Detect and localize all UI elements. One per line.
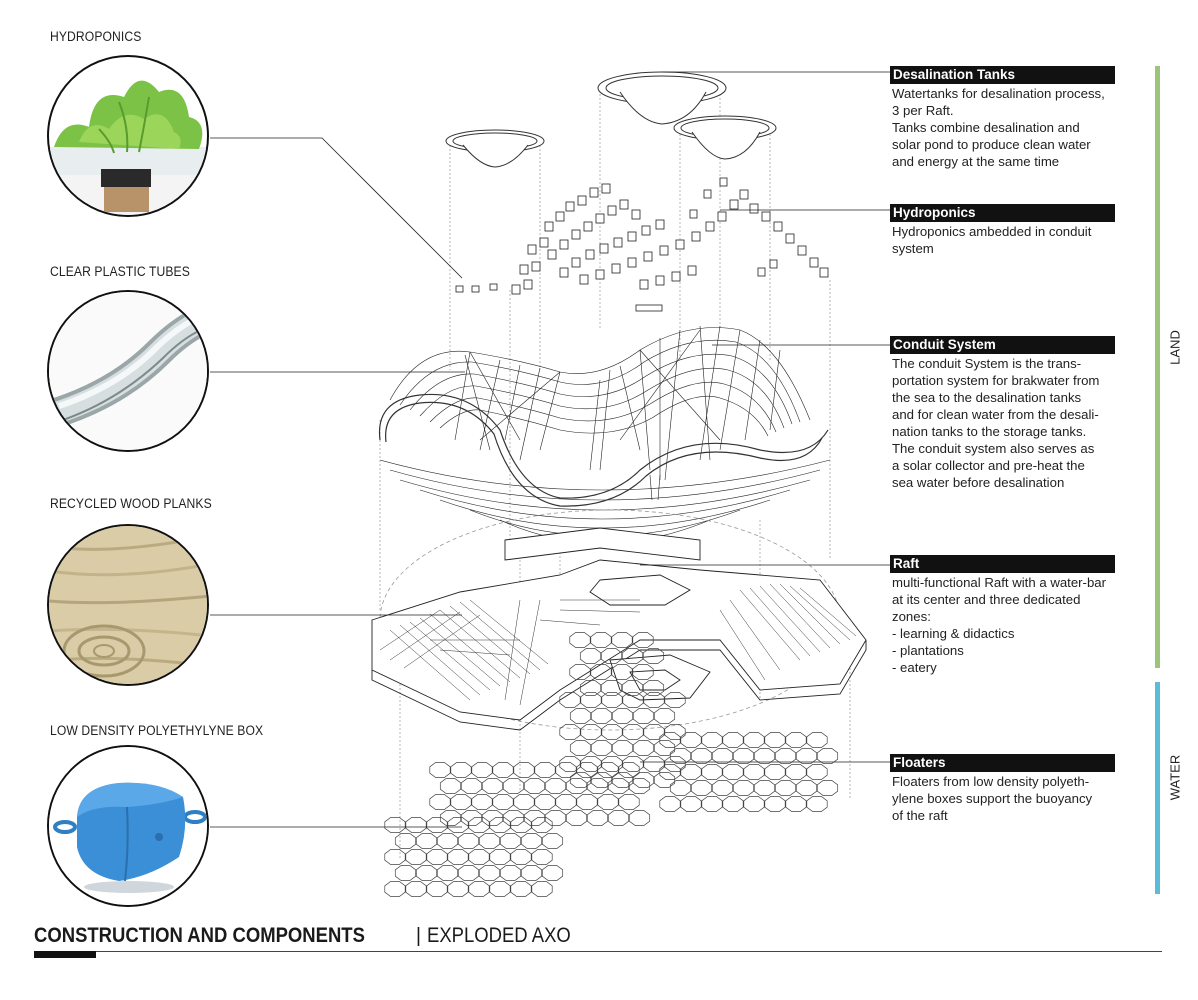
floater-box [427,849,447,864]
land-zone-label: LAND [1167,330,1183,365]
material-label-wood: RECYCLED WOOD PLANKS [50,496,212,511]
floater-box [503,778,523,793]
floater-box [500,865,520,880]
box-icon [47,745,209,907]
floater-box [723,764,743,779]
page-title-light: EXPLODED AXO [426,924,571,947]
floater-box [469,849,489,864]
floater-box [479,865,499,880]
floater-box [524,778,544,793]
annotation-line: - plantations [892,643,964,658]
floater-box [556,794,576,809]
annotation-desalination-tanks [890,66,1115,170]
floater-box [723,796,743,811]
floater-box [591,664,611,679]
page-title-bold: CONSTRUCTION AND COMPONENTS [34,924,365,947]
floater-box [744,796,764,811]
floater-box [644,724,664,739]
floater-box [612,772,632,787]
floater-box [623,724,643,739]
annotation-body [890,574,1115,676]
floater-box [416,833,436,848]
floater-box [440,778,460,793]
floater-box [461,778,481,793]
floater-box [385,849,405,864]
floater-box [472,762,492,777]
lettuce-icon [47,55,209,217]
floater-box [570,740,590,755]
footer-rule [34,951,1162,952]
annotation-line: nation tanks to the storage tanks. [892,424,1087,439]
floater-box [511,849,531,864]
floater-box [587,810,607,825]
floater-box [427,817,447,832]
annotation-line: and for clean water from the desali- [892,407,1099,422]
floater-box [670,748,690,763]
annotation-line: zones: [892,609,931,624]
floater-box [406,817,426,832]
floater-box [545,778,565,793]
floater-box [817,780,837,795]
floater-box [786,764,806,779]
floater-box [723,732,743,747]
floater-box [591,708,611,723]
annotation-body [890,355,1115,491]
floater-box [775,780,795,795]
floater-box [461,810,481,825]
annotation-title: Desalination Tanks [890,66,1115,84]
floater-box [602,724,622,739]
floater-box [503,810,523,825]
floater-box [482,810,502,825]
annotation-line: Floaters from low density polyeth- [892,774,1090,789]
floater-box [796,780,816,795]
annotation-line: sea water before desalination [892,475,1065,490]
floater-box [451,794,471,809]
material-label-tubes: CLEAR PLASTIC TUBES [50,264,190,279]
floater-box [430,794,450,809]
floater-box [633,772,653,787]
desalination-tanks [446,72,776,167]
annotation-title: Floaters [890,754,1115,772]
floater-box [633,740,653,755]
material-label-hydroponics: HYDROPONICS [50,29,142,44]
floater-box [535,794,555,809]
floater-box [493,794,513,809]
annotation-line: Watertanks for desalination process, [892,86,1105,101]
annotation-body [890,773,1115,824]
floater-box [577,794,597,809]
floater-box [654,740,674,755]
wood-icon [47,524,209,686]
floater-box [532,817,552,832]
conduit-tube [380,394,829,506]
annotation-line: portation system for brakwater from [892,373,1100,388]
floater-box [448,817,468,832]
floater-box [754,748,774,763]
floater-box [681,764,701,779]
floater-box [535,762,555,777]
floater-box [511,817,531,832]
annotation-line: at its center and three dedicated [892,592,1081,607]
floater-box [521,865,541,880]
floater-box [660,796,680,811]
floater-box [511,881,531,896]
water-zone-label: WATER [1167,754,1183,801]
floater-box [469,881,489,896]
floater-box [490,849,510,864]
annotation-line: - eatery [892,660,937,675]
annotation-body [890,85,1115,170]
floater-box [602,692,622,707]
annotation-line: system [892,241,934,256]
floater-box [490,881,510,896]
annotation-line: Tanks combine desalination and [892,120,1080,135]
floater-box [581,724,601,739]
floater-box [591,740,611,755]
annotation-line: The conduit system also serves as [892,441,1095,456]
floater-box [581,692,601,707]
floater-box [623,756,643,771]
floater-box [580,680,600,695]
floater-box [500,833,520,848]
floater-box [427,881,447,896]
floater-box [665,756,685,771]
floater-box [807,732,827,747]
floater-box [514,762,534,777]
floater-box [542,833,562,848]
annotation-line: solar pond to produce clean water [892,137,1091,152]
floater-box [786,796,806,811]
floater-box [744,732,764,747]
floater-box [765,732,785,747]
conduit-system [380,326,830,543]
floater-box [681,732,701,747]
floater-box [430,762,450,777]
floater-box [406,849,426,864]
floater-box [681,796,701,811]
floater-box [532,881,552,896]
floater-box [712,780,732,795]
floater-box [472,794,492,809]
floater-box [754,780,774,795]
floater-box [665,724,685,739]
floater-box [712,748,732,763]
floater-box [775,748,795,763]
floater-box [702,732,722,747]
floater-box [702,764,722,779]
floater-box [556,762,576,777]
water-zone-bar [1155,682,1160,894]
annotation-raft [890,555,1115,676]
tube-icon [47,290,209,452]
floater-box [448,849,468,864]
floater-box [691,748,711,763]
floater-box [437,833,457,848]
floater-box [493,762,513,777]
floater-box [448,881,468,896]
annotation-line: Hydroponics ambedded in conduit [892,224,1092,239]
annotation-hydroponics [890,204,1115,257]
floater-box [458,833,478,848]
annotation-line: the sea to the desalination tanks [892,390,1082,405]
leader-lines [210,72,890,827]
annotation-line: a solar collector and pre-heat the [892,458,1085,473]
floater-box [490,817,510,832]
page-title [34,924,590,948]
floater-box [545,810,565,825]
floater-box [612,708,632,723]
annotation-conduit-system [890,336,1115,491]
floater-box [629,810,649,825]
floater-box [807,764,827,779]
floater-box [570,708,590,723]
floater-box [482,778,502,793]
projection-lines [380,90,850,860]
floater-box [385,817,405,832]
floater-box [733,780,753,795]
annotation-line: and energy at the same time [892,154,1060,169]
floater-box [691,780,711,795]
floater-box [542,865,562,880]
floater-box [437,865,457,880]
floater-box [560,692,580,707]
annotation-line: - learning & didactics [892,626,1015,641]
floater-box [570,772,590,787]
floater-box [644,756,664,771]
floater-box [479,833,499,848]
floater-box [451,762,471,777]
material-label-box: LOW DENSITY POLYETHYLYNE BOX [50,723,264,738]
floater-box [619,794,639,809]
floater-box [566,778,586,793]
raft-deck [372,528,866,730]
annotation-title: Raft [890,555,1115,573]
floater-box [660,732,680,747]
floater-box [744,764,764,779]
floater-box [702,796,722,811]
annotation-line: The conduit System is the trans- [892,356,1082,371]
annotation-line: multi-functional Raft with a water-bar [892,575,1107,590]
floater-box [458,865,478,880]
floater-box [660,764,680,779]
floater-box [514,794,534,809]
floater-box [406,881,426,896]
annotation-floaters [890,754,1115,824]
footer-accent [34,951,96,958]
floater-box [608,810,628,825]
floater-box [612,740,632,755]
floater-box [670,780,690,795]
floater-box [385,881,405,896]
floater-box [591,772,611,787]
annotation-body [890,223,1115,257]
floater-box [654,772,674,787]
floater-box [602,756,622,771]
floater-box [817,748,837,763]
floater-box [416,865,436,880]
floater-box [521,833,541,848]
floater-box [733,748,753,763]
floater-box [601,680,621,695]
annotation-title: Hydroponics [890,204,1115,222]
floater-box [633,708,653,723]
floater-box [654,708,674,723]
floater-box [786,732,806,747]
floater-box [440,810,460,825]
floater-box [765,796,785,811]
floater-box [524,810,544,825]
floater-box [469,817,489,832]
hydroponics-pods [456,178,828,311]
title-separator: | [415,925,422,947]
floater-box [395,865,415,880]
annotation-line: of the raft [892,808,948,823]
floater-box [532,849,552,864]
annotation-line: 3 per Raft. [892,103,954,118]
floater-box [598,794,618,809]
floater-box [395,833,415,848]
floater-box [566,810,586,825]
floater-box [796,748,816,763]
annotation-line: ylene boxes support the buoyancy [892,791,1093,806]
floater-box [581,756,601,771]
floater-box [807,796,827,811]
floater-box [560,756,580,771]
annotation-title: Conduit System [890,336,1115,354]
floater-box [560,724,580,739]
floater-box [765,764,785,779]
land-zone-bar [1155,66,1160,668]
